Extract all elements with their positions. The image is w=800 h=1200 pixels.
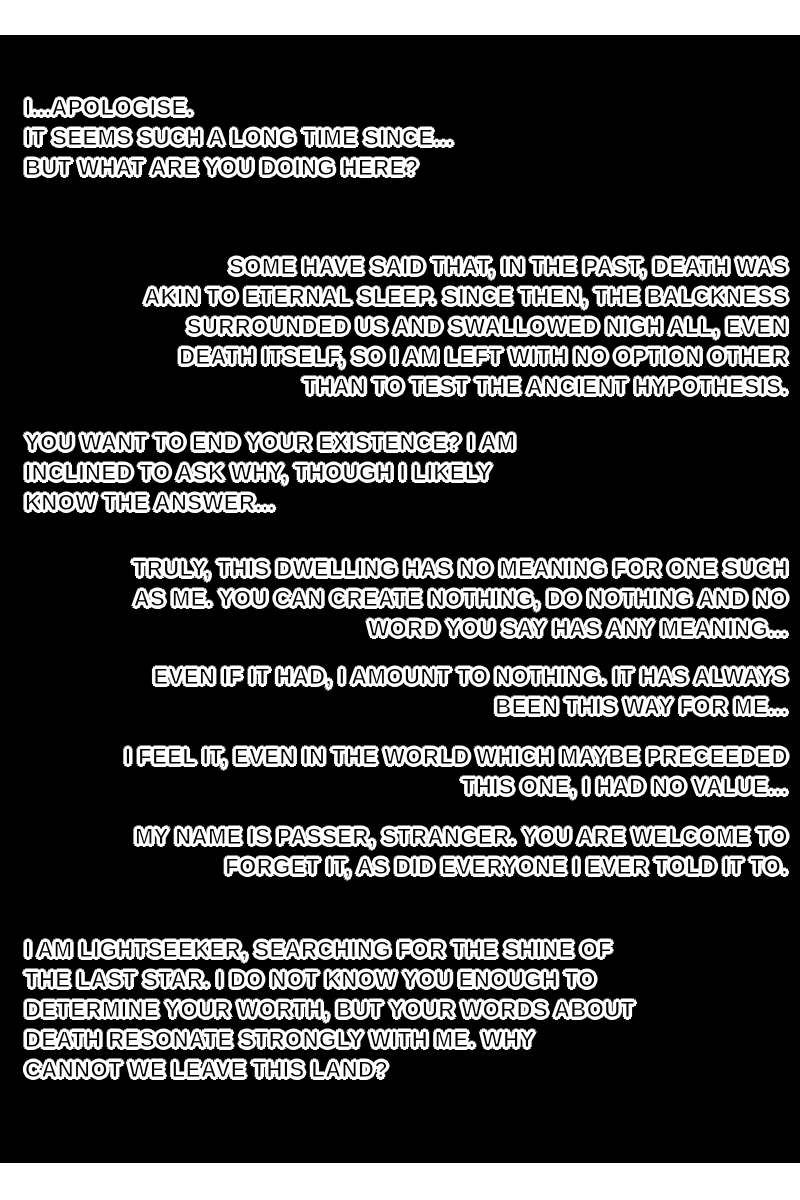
speech-line: KNOW THE ANSWER... xyxy=(25,490,276,515)
speech-line: I FEEL IT, EVEN IN THE WORLD WHICH MAYBE PRECEEDED xyxy=(124,744,788,769)
speech-line: BUT WHAT ARE YOU DOING HERE? xyxy=(25,155,419,180)
speech-line: IT SEEMS SUCH A LONG TIME SINCE... xyxy=(25,125,454,150)
speech-line: CANNOT WE LEAVE THIS LAND? xyxy=(25,1057,389,1082)
speech-block-4 xyxy=(133,554,788,644)
speech-line: YOU WANT TO END YOUR EXISTENCE? I AM xyxy=(25,430,516,455)
speech-line: INCLINED TO ASK WHY, THOUGH I LIKELY xyxy=(25,460,492,485)
speech-block-2 xyxy=(144,252,788,402)
speech-line: DEATH RESONATE STRONGLY WITH ME. WHY xyxy=(25,1027,535,1052)
speech-line: DETERMINE YOUR WORTH, BUT YOUR WORDS ABOUT xyxy=(25,997,635,1022)
speech-line: THE LAST STAR. I DO NOT KNOW YOU ENOUGH TO xyxy=(25,967,597,992)
speech-block-5 xyxy=(153,662,788,722)
speech-line: SURROUNDED US AND SWALLOWED NIGH ALL, EVEN xyxy=(186,314,788,339)
speech-block-6 xyxy=(125,742,788,802)
speech-line: WORD YOU SAY HAS ANY MEANING... xyxy=(368,616,788,641)
speech-block-3 xyxy=(25,428,516,518)
speech-line: I...APOLOGISE. xyxy=(25,95,194,120)
speech-line: BEEN THIS WAY FOR ME... xyxy=(495,694,788,719)
speech-line: THAN TO TEST THE ANCIENT HYPOTHESIS. xyxy=(303,374,788,399)
speech-line: MY NAME IS PASSER, STRANGER. YOU ARE WELCOME TO xyxy=(134,824,788,849)
speech-line: I AM LIGHTSEEKER, SEARCHING FOR THE SHINE OF xyxy=(25,937,613,962)
speech-line: THIS ONE, I HAD NO VALUE... xyxy=(461,774,788,799)
speech-line: TRULY, THIS DWELLING HAS NO MEANING FOR ONE SUCH xyxy=(132,556,788,581)
speech-block-8 xyxy=(25,935,635,1085)
speech-line: SOME HAVE SAID THAT, IN THE PAST, DEATH WAS xyxy=(229,254,788,279)
speech-line: FORGET IT, AS DID EVERYONE I EVER TOLD IT TO. xyxy=(225,854,788,879)
speech-line: AKIN TO ETERNAL SLEEP. SINCE THEN, THE BALCKNESS xyxy=(144,284,788,309)
speech-line: DEATH ITSELF, SO I AM LEFT WITH NO OPTION OTHER xyxy=(179,344,788,369)
speech-line: EVEN IF IT HAD, I AMOUNT TO NOTHING. IT HAS ALWAYS xyxy=(153,664,788,689)
speech-line: AS ME. YOU CAN CREATE NOTHING, DO NOTHING AND NO xyxy=(133,586,788,611)
speech-block-1 xyxy=(25,93,454,183)
speech-block-7 xyxy=(135,822,788,882)
